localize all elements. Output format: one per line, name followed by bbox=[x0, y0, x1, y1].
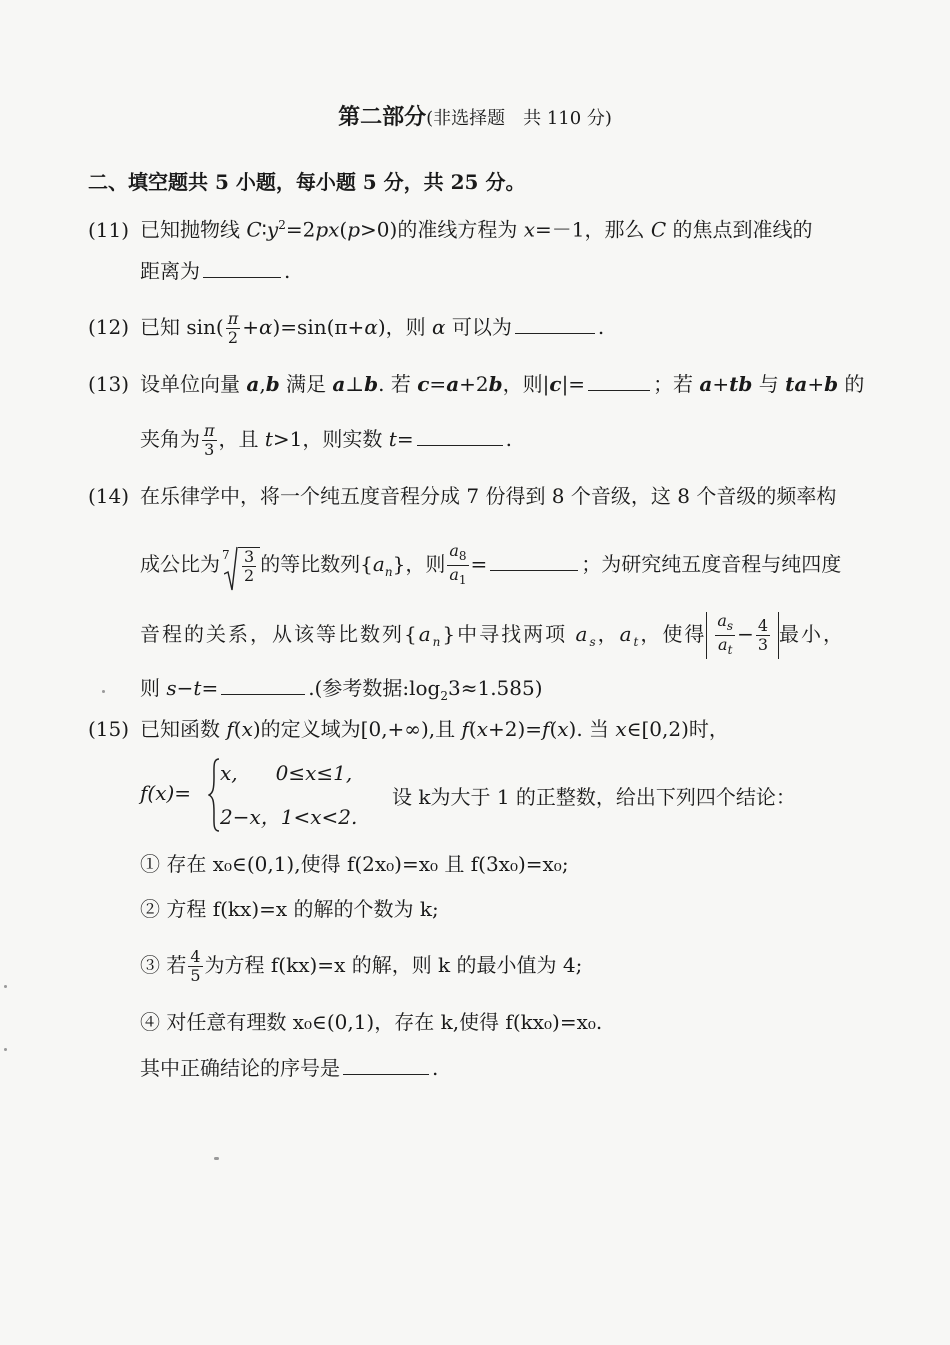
q13-text: , bbox=[259, 372, 266, 396]
q13-vector: b bbox=[265, 372, 280, 396]
q11-text: >0)的准线方程为 bbox=[360, 217, 524, 242]
q12-text: 已知 sin( bbox=[140, 315, 224, 339]
q15-text: ( bbox=[233, 717, 242, 741]
q11-var: p bbox=[347, 217, 361, 242]
frac-den-sub: 1 bbox=[458, 573, 467, 588]
q11-line1 bbox=[88, 211, 813, 244]
q14-var: s bbox=[166, 676, 177, 700]
q14-var: a bbox=[575, 622, 590, 647]
q15-text: ( bbox=[468, 717, 477, 741]
q15-number: (15) bbox=[88, 717, 130, 741]
q13-text: ，则| bbox=[502, 372, 550, 396]
q15-text: ( bbox=[549, 717, 558, 741]
frac-den: a bbox=[449, 565, 459, 585]
q14-text: }，则 bbox=[392, 552, 446, 577]
q12-text: )=sin(π+ bbox=[272, 315, 365, 339]
q13-vector: ta bbox=[785, 372, 808, 396]
abs-minus: − bbox=[737, 622, 754, 647]
q14-text: 最小， bbox=[779, 622, 846, 647]
q15-text: +2)= bbox=[487, 717, 543, 741]
q15-text: 为方程 f(kx)=x 的解，则 k 的最小值为 4; bbox=[204, 953, 583, 977]
piecewise-row-2: 2−x，1<x<2. bbox=[220, 805, 358, 829]
q13-number: (13) bbox=[88, 372, 130, 396]
q13-text: ；若 bbox=[653, 372, 700, 396]
q13-text: 满足 bbox=[279, 372, 333, 396]
q14-answer-blank-1[interactable] bbox=[490, 548, 578, 571]
q13-vector: b bbox=[364, 372, 379, 396]
q14-text: ， bbox=[597, 622, 620, 647]
q11-var: px bbox=[315, 217, 340, 242]
frac-den: 2 bbox=[244, 565, 255, 585]
q13-text: ⊥ bbox=[345, 372, 365, 396]
q12-line bbox=[88, 310, 604, 347]
q13-vector: tb bbox=[729, 372, 753, 396]
q13-vector: a bbox=[699, 372, 713, 396]
q15-text: ③ 若 bbox=[140, 953, 187, 977]
q15-text: ). 当 bbox=[568, 717, 616, 741]
q15-conclusion-1: ① 存在 x₀∈(0,1),使得 f(2x₀)=x₀ 且 f(3x₀)=x₀; bbox=[140, 852, 569, 876]
q14-text: 的等比数列{ bbox=[260, 552, 373, 577]
q14-ratio-fraction bbox=[447, 542, 468, 589]
abs-fraction-1 bbox=[715, 612, 735, 659]
q11-text: =2 bbox=[285, 217, 316, 242]
q14-sub: 2 bbox=[440, 689, 448, 703]
q13-vector: b bbox=[488, 372, 503, 396]
q15-piecewise-function bbox=[140, 757, 900, 833]
q13-text: = bbox=[396, 427, 414, 451]
title-bold: 第二部分 bbox=[338, 104, 427, 130]
q14-answer-blank-2[interactable] bbox=[221, 672, 305, 695]
q13-vector: c bbox=[549, 372, 562, 396]
radical-sign-icon bbox=[224, 546, 238, 592]
q13-text: = bbox=[429, 372, 447, 396]
piece-r1-a: x, bbox=[220, 761, 238, 785]
page-title bbox=[0, 102, 950, 134]
q13-line1 bbox=[88, 368, 864, 398]
frac-num: a bbox=[449, 541, 459, 560]
q15-text: 其中正确结论的序号是 bbox=[140, 1056, 340, 1080]
piecewise-lhs: f(x)= bbox=[140, 781, 192, 805]
q11-var: y bbox=[266, 217, 279, 242]
q15-answer-blank[interactable] bbox=[343, 1052, 429, 1075]
frac-num: 3 bbox=[244, 546, 255, 566]
q15-conclusion-4: ④ 对任意有理数 x₀∈(0,1)，存在 k,使得 f(kx₀)=x₀. bbox=[140, 1010, 603, 1034]
q15-var: x bbox=[557, 717, 569, 741]
q14-line1 bbox=[88, 482, 836, 510]
q13-vector: c bbox=[417, 372, 430, 396]
q11-text: 的焦点到准线的 bbox=[666, 217, 813, 242]
q11-text: . bbox=[284, 259, 291, 283]
abs-fraction-2 bbox=[756, 617, 770, 654]
q14-var: a bbox=[372, 552, 385, 577]
q13-text: +2 bbox=[459, 372, 489, 396]
q15-text: ∈[0,2)时， bbox=[626, 717, 729, 741]
frac-num: a bbox=[717, 611, 727, 630]
q15-instruction: 设 k为大于 1 的正整数，给出下列四个结论： bbox=[392, 785, 796, 809]
q14-text: 音程的关系，从该等比数列{ bbox=[140, 622, 419, 647]
q11-var: C bbox=[246, 217, 262, 242]
q14-text: − bbox=[176, 676, 194, 700]
frac-num: 4 bbox=[757, 616, 769, 636]
frac-num: 4 bbox=[190, 947, 201, 966]
q15-text: )的定义域为[0,+∞),且 bbox=[252, 717, 462, 741]
scan-speck bbox=[214, 1157, 219, 1160]
scan-speck bbox=[102, 690, 105, 693]
section-heading: 二、填空题共 5 小题，每小题 5 分，共 25 分。 bbox=[88, 170, 526, 194]
q14-sub: n bbox=[384, 565, 393, 580]
q13-vector: b bbox=[824, 372, 839, 396]
q12-text: . bbox=[597, 315, 605, 339]
q14-var: a bbox=[418, 622, 433, 647]
q13-text: + bbox=[712, 372, 730, 396]
q15-var: x bbox=[476, 717, 488, 741]
q12-text: 可以为 bbox=[445, 315, 512, 339]
frac-den: 5 bbox=[190, 966, 201, 985]
piecewise-row-1 bbox=[220, 761, 352, 785]
q11-text: ∶ bbox=[261, 217, 267, 242]
root-index: 7 bbox=[222, 547, 230, 562]
q11-text: 距离为 bbox=[140, 259, 200, 283]
q13-text: 的 bbox=[838, 372, 865, 396]
q14-text: = bbox=[470, 552, 488, 577]
q14-line4 bbox=[140, 672, 543, 710]
q13-text: . bbox=[505, 427, 512, 451]
q11-text: ( bbox=[339, 217, 348, 242]
q14-text: 3≈1.585) bbox=[447, 676, 543, 700]
q13-text: 设单位向量 bbox=[140, 372, 247, 396]
q13-vector: a bbox=[246, 372, 260, 396]
q14-sub: s bbox=[589, 635, 598, 650]
q12-var: α bbox=[258, 315, 273, 339]
frac-den: a bbox=[718, 635, 728, 655]
q11-number: (11) bbox=[88, 217, 130, 242]
q13-text: 夹角为 bbox=[140, 427, 200, 451]
q13-text: ，且 bbox=[218, 427, 265, 451]
q13-text: |= bbox=[561, 372, 586, 396]
q14-line2 bbox=[140, 542, 841, 589]
q11-text: =－1，那么 bbox=[534, 217, 651, 242]
scan-speck bbox=[4, 985, 7, 988]
frac-den: 2 bbox=[227, 328, 239, 347]
q11-var: C bbox=[650, 217, 667, 242]
frac-den: 3 bbox=[757, 635, 769, 655]
frac-den-sub: t bbox=[727, 643, 733, 658]
q14-text: 则 bbox=[140, 676, 167, 700]
q15-var: x bbox=[241, 717, 253, 741]
q14-var: a bbox=[619, 622, 634, 647]
q13-text: 与 bbox=[752, 372, 786, 396]
q12-var: α bbox=[432, 315, 446, 339]
q12-text: )，则 bbox=[377, 315, 432, 339]
frac-num-sub: s bbox=[726, 619, 734, 634]
q14-text: ；为研究纯五度音程与纯四度 bbox=[581, 552, 842, 577]
q13-answer-blank-1[interactable] bbox=[588, 368, 650, 391]
title-rest: (非选择题 共 110 分) bbox=[426, 108, 612, 129]
frac-num: π bbox=[227, 309, 239, 328]
q12-answer-blank[interactable] bbox=[515, 311, 595, 334]
q15-final-prompt bbox=[140, 1052, 438, 1082]
q15-conclusion-2: ② 方程 f(kx)=x 的解的个数为 k; bbox=[140, 897, 439, 921]
q15-fraction bbox=[188, 948, 202, 985]
q13-var: t bbox=[388, 427, 397, 451]
q13-var: t bbox=[264, 427, 273, 451]
q11-var: x bbox=[523, 217, 535, 242]
q13-text: . 若 bbox=[378, 372, 418, 396]
q15-var: f bbox=[461, 717, 469, 741]
q14-sub: n bbox=[432, 635, 443, 650]
q13-answer-blank-2[interactable] bbox=[417, 423, 503, 446]
q14-text: = bbox=[201, 676, 219, 700]
q13-text: >1，则实数 bbox=[272, 427, 389, 451]
q14-absolute-value bbox=[706, 612, 779, 659]
q15-var: f bbox=[226, 717, 234, 741]
q15-text: . bbox=[432, 1056, 439, 1080]
q12-var: α bbox=[364, 315, 378, 339]
q11-answer-blank[interactable] bbox=[203, 255, 281, 278]
q12-text: + bbox=[242, 315, 259, 339]
left-brace-icon bbox=[208, 757, 220, 833]
q13-fraction bbox=[202, 422, 217, 459]
q14-text: }中寻找两项 bbox=[442, 622, 576, 647]
q15-text: 已知函数 bbox=[140, 717, 227, 741]
q14-var: t bbox=[193, 676, 202, 700]
q14-sub: t bbox=[633, 635, 641, 650]
q13-text: + bbox=[807, 372, 825, 396]
q11-line2 bbox=[140, 255, 290, 285]
q14-text: 在乐律学中，将一个纯五度音程分成 7 份得到 8 个音级，这 8 个音级的频率构 bbox=[140, 484, 837, 508]
q14-line3 bbox=[140, 612, 845, 659]
q13-line2 bbox=[140, 422, 512, 459]
q12-fraction bbox=[226, 310, 241, 347]
q14-number: (14) bbox=[88, 484, 130, 508]
q13-vector: a bbox=[332, 372, 346, 396]
frac-num: π bbox=[204, 421, 215, 440]
q11-text: 已知抛物线 bbox=[140, 217, 247, 242]
q11-sup: 2 bbox=[278, 218, 286, 232]
frac-num-sub: 8 bbox=[458, 549, 467, 564]
q14-radical bbox=[220, 547, 260, 585]
q14-text: .(参考数据:log bbox=[308, 676, 441, 700]
q12-number: (12) bbox=[88, 315, 130, 339]
q13-vector: a bbox=[446, 372, 460, 396]
q15-var: f bbox=[542, 717, 550, 741]
q14-text: 成公比为 bbox=[140, 552, 220, 577]
scan-speck bbox=[4, 1048, 7, 1051]
q15-conclusion-3 bbox=[140, 948, 582, 985]
frac-den: 3 bbox=[204, 440, 215, 459]
root-fraction bbox=[242, 548, 256, 585]
q15-var: x bbox=[615, 717, 627, 741]
q14-text: ，使得 bbox=[640, 622, 707, 647]
q15-line1 bbox=[88, 715, 729, 743]
piece-r1-b: 0≤x≤1, bbox=[275, 761, 353, 785]
